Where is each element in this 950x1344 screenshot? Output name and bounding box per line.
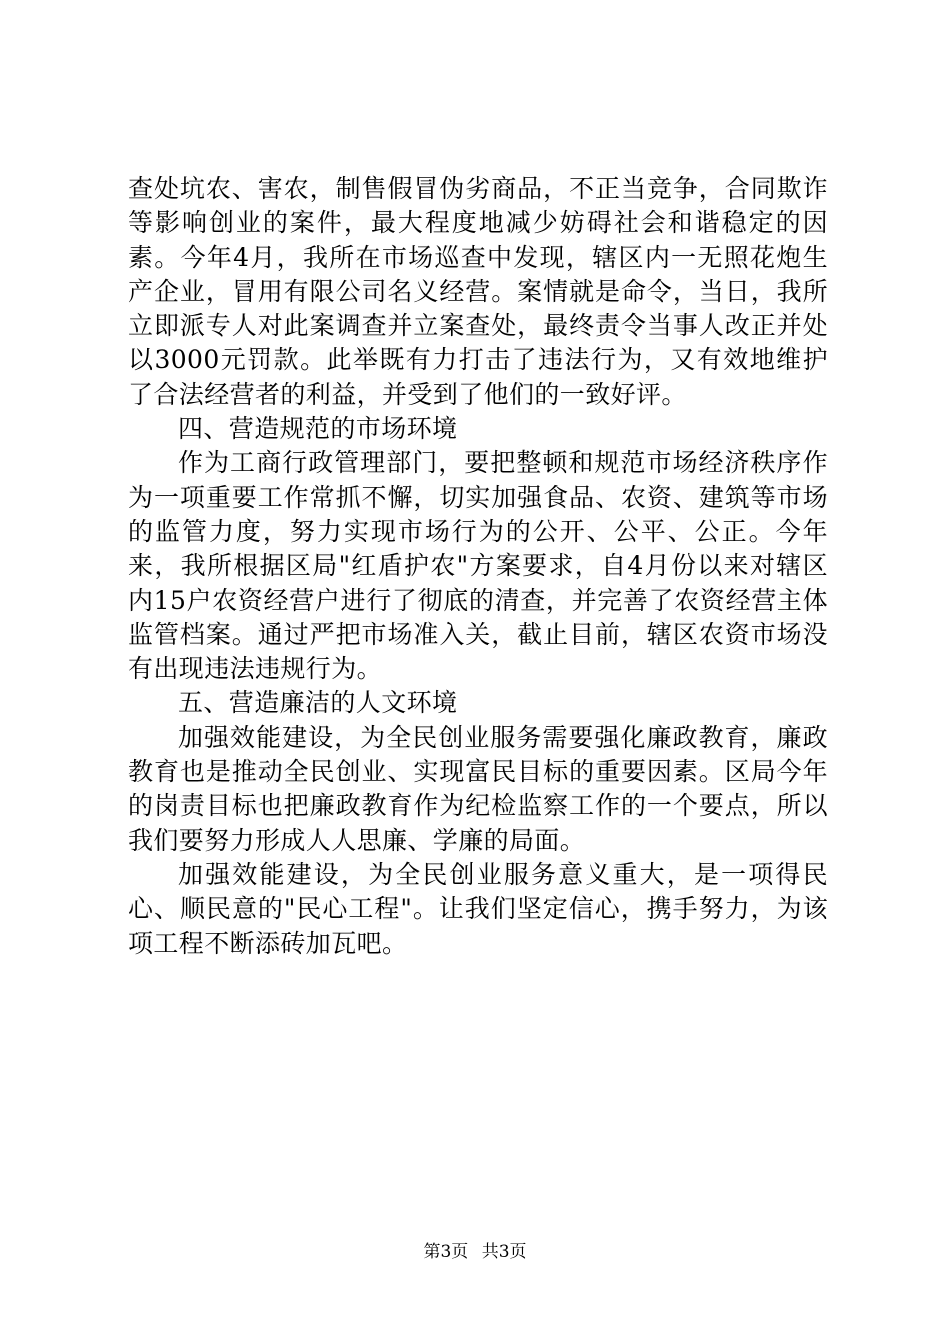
document-body xyxy=(128,172,828,961)
paragraph-enforcement-cases: 查处坑农、害农，制售假冒伪劣商品，不正当竞争，合同欺诈等影响创业的案件，最大程度地减少妨碍社会和谐稳定的因素。今年4月，我所在市场巡查中发现，辖区内一无照花炮生产企业，冒用有限公司名义经营。案情就是命令，当日，我所立即派专人对此案调查并立案查处，最终责令当事人改正并处以3000元罚款。此举既有力打击了违法行为，又有效地维护了合法经营者的利益，并受到了他们的一致好评。 xyxy=(128,174,828,409)
paragraph-conclusion: 加强效能建设，为全民创业服务意义重大，是一项得民心、顺民意的"民心工程"。让我们坚定信心，携手努力，为该项工程不断添砖加瓦吧。 xyxy=(128,859,828,958)
page-total: 共3页 xyxy=(481,1242,527,1262)
paragraph-market-regulation: 作为工商行政管理部门，要把整顿和规范市场经济秩序作为一项重要工作常抓不懈，切实加强食品、农资、建筑等市场的监管力度，努力实现市场行为的公开、公平、公正。今年来，我所根据区局"红盾护农"方案要求，自4月份以来对辖区内15户农资经营户进行了彻底的清查，并完善了农资经营主体监管档案。通过严把市场准入关，截止目前，辖区农资市场没有出现违法违规行为。 xyxy=(128,448,828,684)
page-number: 第3页 xyxy=(423,1242,469,1262)
section-heading-integrity-environment: 五、营造廉洁的人文环境 xyxy=(178,688,458,718)
section-heading-market-environment: 四、营造规范的市场环境 xyxy=(178,414,458,444)
page-footer xyxy=(0,1240,950,1264)
paragraph-integrity-education: 加强效能建设，为全民创业服务需要强化廉政教育，廉政教育也是推动全民创业、实现富民目标的重要因素。区局今年的岗责目标也把廉政教育作为纪检监察工作的一个要点，所以我们要努力形成人人思廉、学廉的局面。 xyxy=(128,722,828,855)
